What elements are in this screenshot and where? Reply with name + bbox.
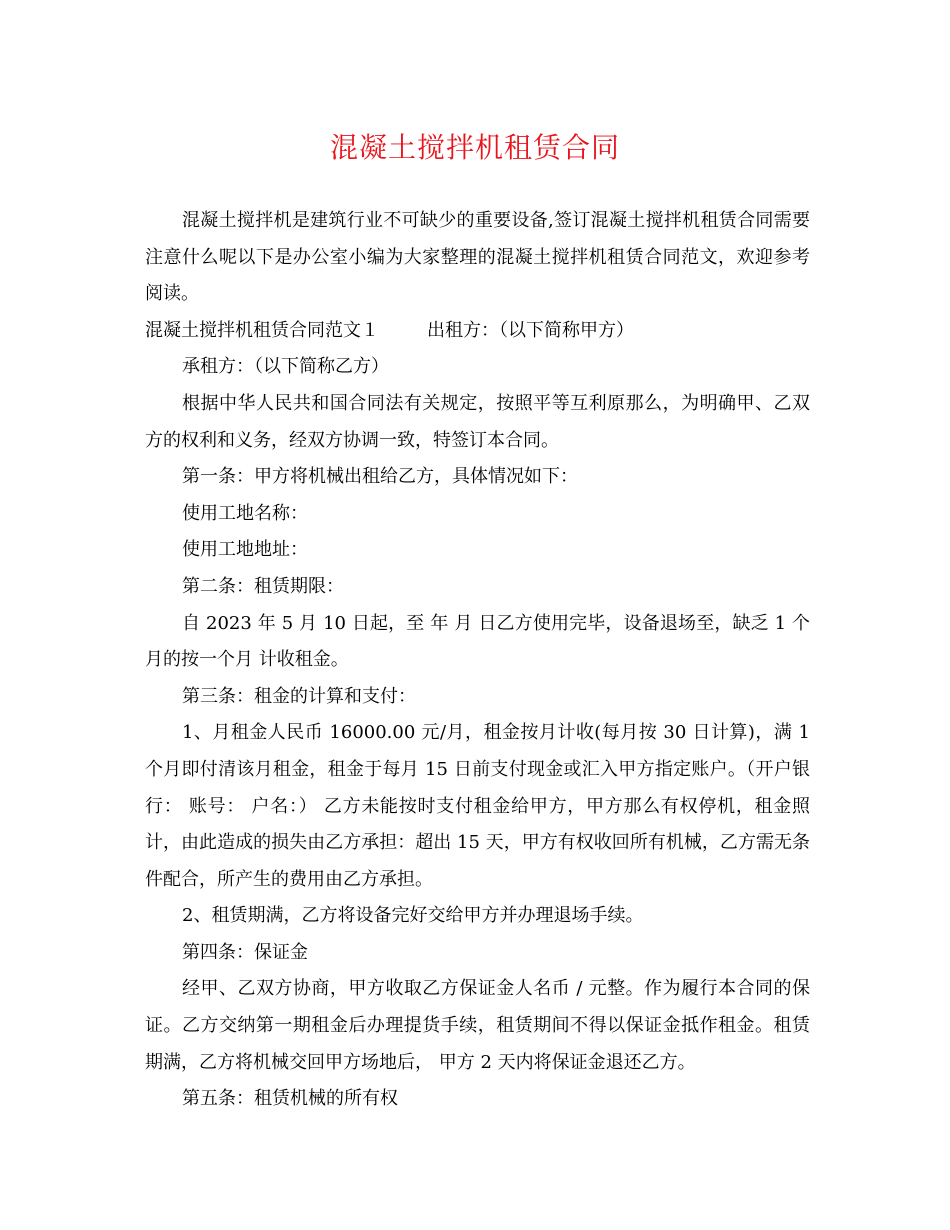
document-title: 混凝土搅拌机租赁合同 (329, 131, 620, 164)
article-4-heading: 第四条：保证金 (182, 941, 308, 963)
lessor-line: 出租方：（以下简称甲方） (427, 319, 634, 341)
sample-heading: 混凝土搅拌机租赁合同范文１ (145, 319, 379, 341)
clause-3-1-paragraph: 1、月租金人民币 16000.00 元/月，租金按月计收(每月按 30 日计算)，满 1 个月即付清该月租金，租金于每月 15 日前支付现金或汇入甲方指定账户。（开户银行： 账号： 户名：） 乙方未能按时支付租金给甲方，甲方那么有权停机，租金照计，由此造成的损失由乙方承担：超出 15 天，甲方有权收回所有机械，乙方需无条件配合，所产生的费用由乙方承担。 (145, 722, 810, 890)
clause-3-2-paragraph: 2、租赁期满，乙方将设备完好交给甲方并办理退场手续。 (182, 905, 644, 927)
site-name-field: 使用工地名称： (182, 502, 308, 524)
site-address-field: 使用工地地址： (182, 539, 308, 561)
term-paragraph: 自 2023 年 5 月 10 日起，至 年 月 日乙方使用完毕，设备退场至，缺乏 1 个月的按一个月 计收租金。 (145, 612, 810, 671)
article-3-heading: 第三条：租金的计算和支付： (182, 685, 416, 707)
article-1-heading: 第一条：甲方将机械出租给乙方，具体情况如下： (182, 466, 578, 488)
preamble-paragraph: 根据中华人民共和国合同法有关规定，按照平等互利原那么，为明确甲、乙双方的权利和义务，经双方协调一致，特签订本合同。 (145, 392, 810, 451)
intro-paragraph: 混凝土搅拌机是建筑行业不可缺少的重要设备,签订混凝土搅拌机租赁合同需要注意什么呢以下是办公室小编为大家整理的混凝土搅拌机租赁合同范文，欢迎参考阅读。 (145, 210, 810, 305)
sample-heading-line (145, 313, 810, 350)
lessee-line: 承租方：（以下简称乙方） (182, 356, 389, 378)
article-2-heading: 第二条：租赁期限： (182, 575, 344, 597)
article-5-heading: 第五条：租赁机械的所有权 (182, 1088, 398, 1110)
document-body (145, 203, 810, 1118)
deposit-paragraph: 经甲、乙双方协商，甲方收取乙方保证金人名币 / 元整。作为履行本合同的保证。乙方交纳第一期租金后办理提货手续，租赁期间不得以保证金抵作租金。租赁期满，乙方将机械交回甲方场地后， 甲方 2 天内将保证金退还乙方。 (145, 978, 810, 1073)
